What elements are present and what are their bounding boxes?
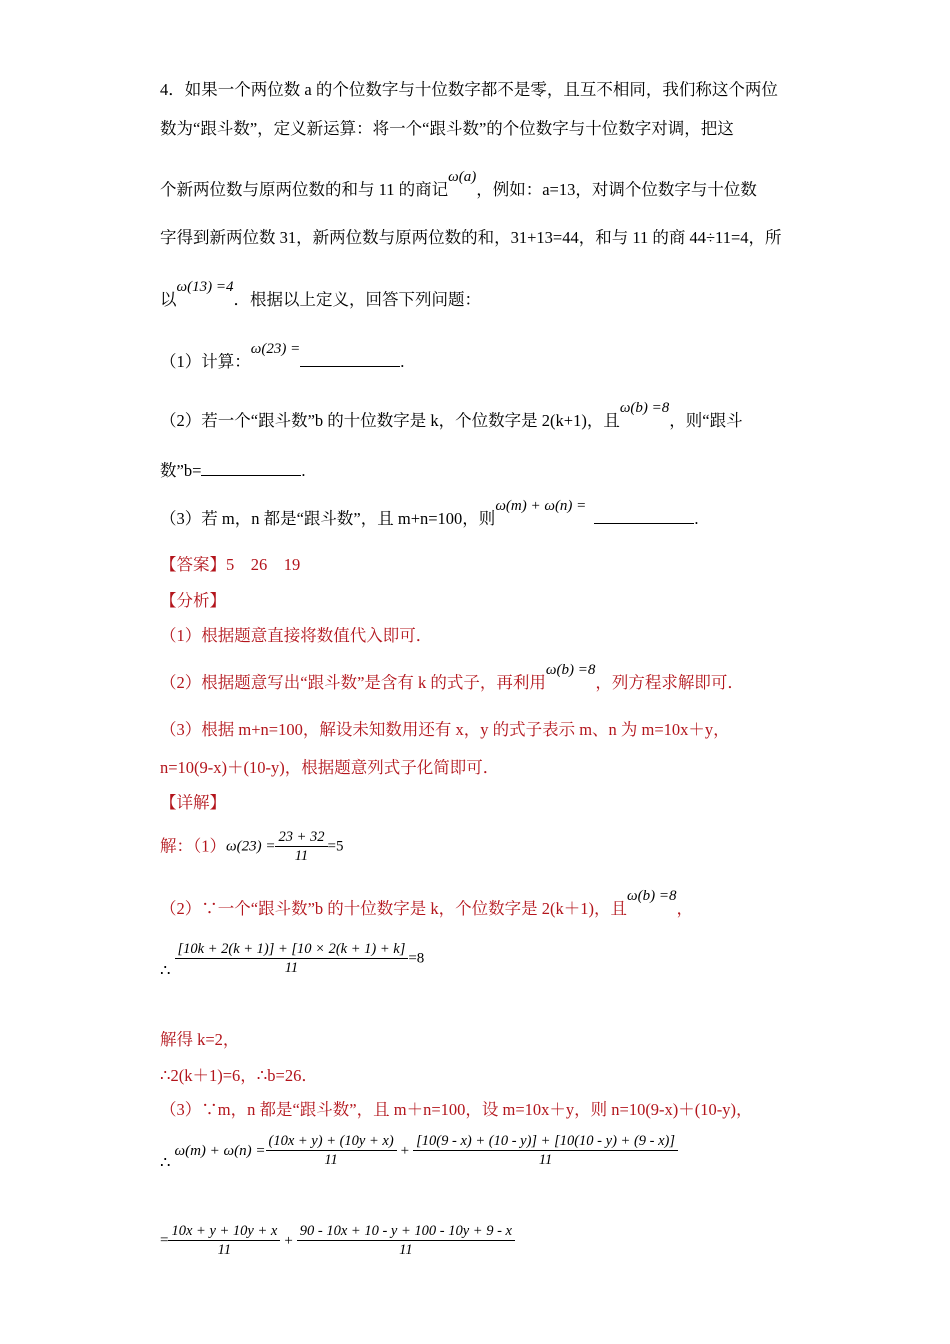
detail-step-2-text: （2）∵一个“跟斗数”b 的十位数字是 k，个位数字是 2(k＋1)，且 [160,899,628,918]
problem-line-4: 字得到新两位数 31，新两位数与原两位数的和，31+13=44，和与 11 的商 44÷11=4，所 [160,228,782,247]
omega-sum-expression: ω(m) + ω(n) = [495,498,587,514]
omega-a-expression: ω(a) [448,169,477,185]
fraction-step-1-denominator: 11 [294,848,309,864]
detail-step-1-prefix: 解：（1） [160,836,226,856]
fraction-step-3a-numerator: (10x + y) + (10y + x) [266,1132,397,1151]
answer-section [160,555,300,575]
problem-line-1: 4．如果一个两位数 a 的个位数字与十位数字都不是零，且互不相同，我们称这个两位 [160,80,778,99]
problem-line-5-text-b: ．根据以上定义，回答下列问题： [233,290,481,309]
problem-line-3 [160,169,757,201]
fraction-step-4a-denominator: 11 [217,1242,232,1258]
omega-b-expression: ω(b) =8 [619,400,670,416]
fraction-step-3b-numerator: [10(9 - x) + (10 - y)] + [10(10 - y) + (9 - x)] [413,1132,678,1151]
fraction-step-2-denominator: 11 [284,960,299,976]
fraction-step-3b [413,1132,678,1169]
fraction-step-2-numerator: [10k + 2(k + 1)] + [10 × 2(k + 1) + k] [175,940,409,959]
answer-blank-2[interactable] [201,460,301,476]
analysis-p2 [160,662,744,694]
question-3-period: . [694,509,699,528]
omega-23-expression: ω(23) = [250,341,301,357]
fraction-step-1-numerator: 23 + 32 [275,828,327,847]
detail-step-3: （3）∵m，n 都是“跟斗数”，且 m＋n=100，设 m=10x＋y，则 n=10(9-x)＋(10-y)， [160,1100,753,1119]
fraction-step-4a [168,1222,280,1259]
fraction-step-3a-denominator: 11 [324,1152,338,1168]
analysis-p1: （1）根据题意直接将数值代入即可． [160,626,433,645]
detail-step-2-final: ∴2(k＋1)=6，∴b=26． [160,1066,318,1085]
fraction-step-4b [297,1222,515,1259]
omega-23-lhs: ω(23) = [226,838,276,855]
detail-step-2-solve: 解得 k=2， [160,1030,240,1049]
fraction-step-3b-denominator: 11 [538,1152,553,1168]
question-1-period: . [400,352,405,371]
omega-b-expression-2: ω(b) =8 [545,662,596,678]
equals-sign: = [160,1232,169,1249]
omega-13-expression: ω(13) =4 [176,279,234,295]
omega-sum-lhs: ω(m) + ω(n) = [174,1142,266,1159]
question-2-line-2-text: 数”b= [160,461,202,480]
step-2-result: =8 [408,950,425,967]
step-1-result: =5 [327,838,344,855]
detail-step-3-equation [160,1132,678,1173]
question-2 [160,400,743,432]
plus-sign-2: + [284,1232,293,1249]
answer-values: 5 26 19 [226,555,301,574]
fraction-step-4a-numerator: 10x + y + 10y + x [168,1222,280,1241]
therefore-symbol: ∴ [160,961,171,981]
problem-line-3-text: 个新两位数与原两位数的和与 11 的商记 [160,180,449,199]
detail-step-2-comma: ， [676,899,693,918]
question-3 [160,498,699,530]
question-2-text: （2）若一个“跟斗数”b 的十位数字是 k，个位数字是 2(k+1)，且 [160,411,620,430]
detail-step-4-equation [160,1222,515,1259]
problem-line-5 [160,279,481,311]
problem-line-5-text: 以 [160,290,177,309]
detail-step-2 [160,888,693,920]
fraction-step-4b-numerator: 90 - 10x + 10 - y + 100 - 10y + 9 - x [297,1222,515,1241]
question-2-period: . [301,461,306,480]
fraction-step-1 [275,828,327,865]
fraction-step-4b-denominator: 11 [399,1242,413,1258]
answer-blank-3[interactable] [594,508,694,524]
analysis-p2-text: （2）根据题意写出“跟斗数”是含有 k 的式子，再利用 [160,673,546,692]
analysis-p3: （3）根据 m+n=100，解设未知数用还有 x，y 的式子表示 m、n 为 m=10x＋y， [160,720,730,739]
answer-blank-1[interactable] [300,351,400,367]
analysis-p3-line-2: n=10(9-x)＋(10-y)，根据题意列式子化简即可． [160,758,500,777]
answer-label: 【答案】 [160,555,226,574]
fraction-step-3a [266,1132,397,1169]
problem-line-3-text-b: ，例如：a=13，对调个位数字与十位数 [476,180,757,199]
detail-label: 【详解】 [160,793,226,812]
analysis-label: 【分析】 [160,591,226,610]
question-2-line-2 [160,460,306,481]
omega-b-expression-3: ω(b) =8 [627,888,677,904]
problem-line-2: 数为“跟斗数”，定义新运算：将一个“跟斗数”的个位数字与十位数字对调，把这 [160,119,734,138]
plus-sign: + [400,1142,410,1159]
detail-step-2-equation [160,940,425,981]
question-2-text-b: ，则“跟斗 [669,411,743,430]
question-1-text: （1）计算： [160,352,251,371]
fraction-step-2 [175,940,409,977]
therefore-symbol-2: ∴ [160,1153,171,1173]
analysis-p2-text-b: ，列方程求解即可． [595,673,744,692]
question-3-text: （3）若 m，n 都是“跟斗数”，且 m+n=100，则 [160,509,496,528]
question-1 [160,341,405,373]
detail-step-1 [160,828,343,865]
